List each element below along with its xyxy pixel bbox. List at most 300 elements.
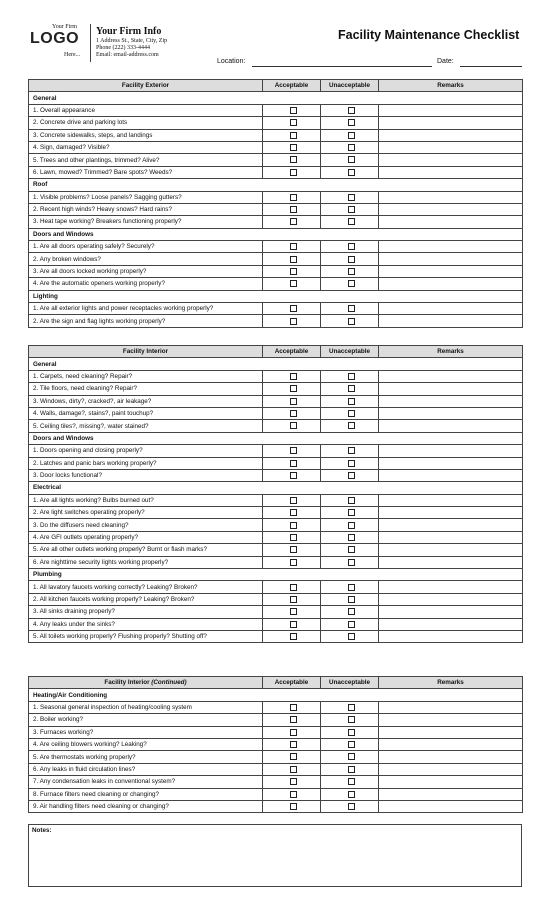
acceptable-cell (263, 751, 321, 763)
checklist-section (28, 676, 523, 813)
remarks-cell[interactable] (379, 494, 523, 506)
acceptable-checkbox[interactable] (290, 243, 297, 250)
acceptable-checkbox[interactable] (290, 373, 297, 380)
acceptable-cell (263, 370, 321, 382)
unacceptable-cell (321, 788, 379, 800)
unacceptable-checkbox[interactable] (348, 509, 355, 516)
checklist-row (29, 278, 523, 290)
remarks-cell[interactable] (379, 726, 523, 738)
unacceptable-checkbox[interactable] (348, 766, 355, 773)
acceptable-cell (263, 253, 321, 265)
checklist-item-label: 3. Concrete sidewalks, steps, and landings (29, 129, 263, 141)
checklist-row (29, 788, 523, 800)
remarks-cell[interactable] (379, 531, 523, 543)
remarks-cell[interactable] (379, 407, 523, 419)
acceptable-checkbox[interactable] (290, 704, 297, 711)
unacceptable-checkbox[interactable] (348, 169, 355, 176)
checklist-row (29, 383, 523, 395)
checklist-item-label: 3. All sinks draining properly? (29, 606, 263, 618)
remarks-cell[interactable] (379, 154, 523, 166)
date-field[interactable] (460, 66, 522, 67)
acceptable-cell (263, 507, 321, 519)
remarks-cell[interactable] (379, 714, 523, 726)
document-title: Facility Maintenance Checklist (338, 28, 520, 42)
acceptable-cell (263, 519, 321, 531)
unacceptable-cell (321, 469, 379, 481)
unacceptable-cell (321, 278, 379, 290)
unacceptable-cell (321, 315, 379, 327)
checklist-item-label: 4. Walls, damage?, stains?, paint touchup? (29, 407, 263, 419)
unacceptable-cell (321, 191, 379, 203)
checklist-item-label: 2. Recent high winds? Heavy snows? Hard rains? (29, 203, 263, 215)
checklist-item-label: 1. Visible problems? Loose panels? Sagging gutters? (29, 191, 263, 203)
acceptable-checkbox[interactable] (290, 206, 297, 213)
acceptable-checkbox[interactable] (290, 144, 297, 151)
checklist-row (29, 315, 523, 327)
remarks-cell[interactable] (379, 738, 523, 750)
checklist-row (29, 265, 523, 277)
checklist-row (29, 701, 523, 713)
remarks-cell[interactable] (379, 395, 523, 407)
acceptable-checkbox[interactable] (290, 621, 297, 628)
acceptable-cell (263, 166, 321, 178)
unacceptable-cell (321, 141, 379, 153)
checklist-item-label: 4. Are ceiling blowers working? Leaking? (29, 738, 263, 750)
acceptable-cell (263, 494, 321, 506)
unacceptable-checkbox[interactable] (348, 778, 355, 785)
unacceptable-checkbox[interactable] (348, 206, 355, 213)
acceptable-cell (263, 618, 321, 630)
group-label: Plumbing (29, 569, 523, 581)
group-row (29, 569, 523, 581)
acceptable-checkbox[interactable] (290, 472, 297, 479)
acceptable-cell (263, 800, 321, 812)
group-row (29, 689, 523, 701)
unacceptable-cell (321, 445, 379, 457)
acceptable-checkbox[interactable] (290, 608, 297, 615)
checklist-item-label: 9. Air handling filters need cleaning or changing? (29, 800, 263, 812)
acceptable-checkbox[interactable] (290, 522, 297, 529)
checklist-item-label: 4. Are GFI outlets operating properly? (29, 531, 263, 543)
acceptable-cell (263, 593, 321, 605)
unacceptable-cell (321, 494, 379, 506)
unacceptable-cell (321, 544, 379, 556)
firm-logo (30, 24, 88, 60)
unacceptable-cell (321, 407, 379, 419)
checklist-row (29, 606, 523, 618)
date-label: Date: (437, 58, 454, 65)
notes-box[interactable] (28, 824, 522, 887)
remarks-cell[interactable] (379, 581, 523, 593)
checklist-item-label: 3. Are all doors locked working properly? (29, 265, 263, 277)
unacceptable-checkbox[interactable] (348, 460, 355, 467)
acceptable-checkbox[interactable] (290, 584, 297, 591)
unacceptable-checkbox[interactable] (348, 497, 355, 504)
acceptable-checkbox[interactable] (290, 509, 297, 516)
unacceptable-checkbox[interactable] (348, 559, 355, 566)
acceptable-checkbox[interactable] (290, 398, 297, 405)
unacceptable-cell (321, 265, 379, 277)
unacceptable-checkbox[interactable] (348, 716, 355, 723)
remarks-cell[interactable] (379, 556, 523, 568)
section-header-row (29, 80, 523, 92)
acceptable-checkbox[interactable] (290, 766, 297, 773)
remarks-cell[interactable] (379, 507, 523, 519)
column-header-remarks: Remarks (379, 346, 523, 358)
unacceptable-checkbox[interactable] (348, 704, 355, 711)
location-field[interactable] (252, 66, 432, 67)
checklist-row (29, 407, 523, 419)
acceptable-checkbox[interactable] (290, 741, 297, 748)
group-row (29, 432, 523, 444)
unacceptable-checkbox[interactable] (348, 803, 355, 810)
acceptable-checkbox[interactable] (290, 280, 297, 287)
remarks-cell[interactable] (379, 593, 523, 605)
acceptable-checkbox[interactable] (290, 218, 297, 225)
remarks-cell[interactable] (379, 191, 523, 203)
firm-name: Your Firm Info (96, 26, 162, 37)
acceptable-cell (263, 395, 321, 407)
acceptable-cell (263, 469, 321, 481)
checklist-item-label: 7. Any condensation leaks in conventional system? (29, 776, 263, 788)
unacceptable-cell (321, 370, 379, 382)
group-row (29, 92, 523, 104)
remarks-cell[interactable] (379, 117, 523, 129)
logo-word: LOGO (30, 30, 80, 47)
remarks-cell[interactable] (379, 618, 523, 630)
checklist-row (29, 776, 523, 788)
group-row (29, 179, 523, 191)
acceptable-checkbox[interactable] (290, 546, 297, 553)
group-label: Heating/Air Conditioning (29, 689, 523, 701)
checklist-row (29, 104, 523, 116)
unacceptable-checkbox[interactable] (348, 633, 355, 640)
remarks-cell[interactable] (379, 751, 523, 763)
unacceptable-cell (321, 383, 379, 395)
acceptable-checkbox[interactable] (290, 318, 297, 325)
section-title-text: Facility Interior (104, 679, 150, 687)
group-label: Electrical (29, 482, 523, 494)
checklist-item-label: 1. Seasonal general inspection of heating/cooling system (29, 701, 263, 713)
unacceptable-cell (321, 216, 379, 228)
acceptable-checkbox[interactable] (290, 169, 297, 176)
group-label: Lighting (29, 290, 523, 302)
group-row (29, 358, 523, 370)
column-header-acceptable: Acceptable (263, 80, 321, 92)
checklist-item-label: 5. Ceiling tiles?, missing?, water stained? (29, 420, 263, 432)
checklist-item-label: 2. Boiler working? (29, 714, 263, 726)
acceptable-checkbox[interactable] (290, 497, 297, 504)
checklist-item-label: 1. Are all exterior lights and power receptacles working properly? (29, 303, 263, 315)
checklist-row (29, 457, 523, 469)
unacceptable-checkbox[interactable] (348, 119, 355, 126)
group-row (29, 228, 523, 240)
unacceptable-checkbox[interactable] (348, 280, 355, 287)
unacceptable-checkbox[interactable] (348, 522, 355, 529)
remarks-cell[interactable] (379, 265, 523, 277)
acceptable-cell (263, 129, 321, 141)
checklist-item-label: 6. Any leaks in fluid circulation lines? (29, 763, 263, 775)
acceptable-cell (263, 531, 321, 543)
checklist-row (29, 117, 523, 129)
firm-address: 1 Address St., State, City, Zip (96, 38, 168, 44)
remarks-cell[interactable] (379, 519, 523, 531)
checklist-row (29, 241, 523, 253)
unacceptable-checkbox[interactable] (348, 422, 355, 429)
logo-bottom-text: Here... (64, 52, 81, 58)
unacceptable-checkbox[interactable] (348, 243, 355, 250)
remarks-cell[interactable] (379, 457, 523, 469)
unacceptable-cell (321, 519, 379, 531)
remarks-cell[interactable] (379, 303, 523, 315)
acceptable-cell (263, 457, 321, 469)
unacceptable-checkbox[interactable] (348, 546, 355, 553)
unacceptable-cell (321, 303, 379, 315)
acceptable-cell (263, 581, 321, 593)
header-divider (90, 24, 91, 62)
acceptable-checkbox[interactable] (290, 729, 297, 736)
checklist-item-label: 3. Door locks functional? (29, 469, 263, 481)
acceptable-cell (263, 141, 321, 153)
acceptable-cell (263, 407, 321, 419)
remarks-cell[interactable] (379, 129, 523, 141)
checklist-item-label: 5. Are all other outlets working properly? Burnt or flash marks? (29, 544, 263, 556)
unacceptable-checkbox[interactable] (348, 385, 355, 392)
group-label: Roof (29, 179, 523, 191)
checklist-row (29, 581, 523, 593)
unacceptable-cell (321, 166, 379, 178)
unacceptable-checkbox[interactable] (348, 132, 355, 139)
checklist-row (29, 738, 523, 750)
acceptable-checkbox[interactable] (290, 256, 297, 263)
unacceptable-cell (321, 738, 379, 750)
unacceptable-checkbox[interactable] (348, 144, 355, 151)
unacceptable-cell (321, 531, 379, 543)
checklist-item-label: 2. Tile floors, need cleaning? Repair? (29, 383, 263, 395)
unacceptable-checkbox[interactable] (348, 753, 355, 760)
unacceptable-checkbox[interactable] (348, 410, 355, 417)
checklist-row (29, 253, 523, 265)
firm-phone: Phone (222) 333-4444 (96, 45, 150, 52)
column-header-remarks: Remarks (379, 80, 523, 92)
unacceptable-checkbox[interactable] (348, 741, 355, 748)
group-row (29, 482, 523, 494)
remarks-cell[interactable] (379, 469, 523, 481)
checklist-item-label: 5. Are thermostats working properly? (29, 751, 263, 763)
section-title-text: Facility Exterior (121, 82, 170, 90)
remarks-cell[interactable] (379, 445, 523, 457)
acceptable-cell (263, 738, 321, 750)
remarks-cell[interactable] (379, 788, 523, 800)
checklist-item-label: 5. All toilets working properly? Flushing properly? Shutting off? (29, 630, 263, 642)
acceptable-checkbox[interactable] (290, 791, 297, 798)
unacceptable-checkbox[interactable] (348, 791, 355, 798)
remarks-cell[interactable] (379, 701, 523, 713)
checklist-row (29, 494, 523, 506)
acceptable-cell (263, 788, 321, 800)
unacceptable-cell (321, 253, 379, 265)
checklist-row (29, 544, 523, 556)
unacceptable-checkbox[interactable] (348, 305, 355, 312)
firm-email: Email: email-address.com (96, 52, 159, 59)
checklist-item-label: 5. Trees and other plantings, trimmed? Alive? (29, 154, 263, 166)
remarks-cell[interactable] (379, 544, 523, 556)
column-header-unacceptable: Unacceptable (321, 80, 379, 92)
acceptable-cell (263, 203, 321, 215)
checklist-item-label: 1. All lavatory faucets working correctly? Leaking? Broken? (29, 581, 263, 593)
acceptable-checkbox[interactable] (290, 534, 297, 541)
acceptable-cell (263, 445, 321, 457)
checklist-item-label: 4. Are the automatic openers working properly? (29, 278, 263, 290)
acceptable-cell (263, 265, 321, 277)
acceptable-cell (263, 544, 321, 556)
remarks-cell[interactable] (379, 141, 523, 153)
checklist-row (29, 763, 523, 775)
checklist-row (29, 166, 523, 178)
acceptable-checkbox[interactable] (290, 460, 297, 467)
acceptable-checkbox[interactable] (290, 132, 297, 139)
logo-top-text: Your Firm (52, 24, 77, 30)
remarks-cell[interactable] (379, 253, 523, 265)
section-title (29, 677, 263, 689)
checklist-item-label: 1. Carpets, need cleaning? Repair? (29, 370, 263, 382)
unacceptable-checkbox[interactable] (348, 373, 355, 380)
checklist-row (29, 370, 523, 382)
group-label: Doors and Windows (29, 228, 523, 240)
acceptable-cell (263, 606, 321, 618)
checklist-row (29, 154, 523, 166)
acceptable-cell (263, 383, 321, 395)
acceptable-checkbox[interactable] (290, 410, 297, 417)
remarks-cell[interactable] (379, 241, 523, 253)
checklist-item-label: 2. Concrete drive and parking lots (29, 117, 263, 129)
unacceptable-cell (321, 507, 379, 519)
checklist-row (29, 726, 523, 738)
acceptable-checkbox[interactable] (290, 305, 297, 312)
acceptable-checkbox[interactable] (290, 803, 297, 810)
remarks-cell[interactable] (379, 166, 523, 178)
acceptable-cell (263, 726, 321, 738)
unacceptable-checkbox[interactable] (348, 268, 355, 275)
unacceptable-cell (321, 776, 379, 788)
checklist-row (29, 191, 523, 203)
unacceptable-checkbox[interactable] (348, 729, 355, 736)
acceptable-checkbox[interactable] (290, 778, 297, 785)
remarks-cell[interactable] (379, 315, 523, 327)
checklist-row (29, 216, 523, 228)
remarks-cell[interactable] (379, 383, 523, 395)
checklist-item-label: 4. Sign, damaged? Visible? (29, 141, 263, 153)
checklist-item-label: 2. Any broken windows? (29, 253, 263, 265)
unacceptable-checkbox[interactable] (348, 608, 355, 615)
column-header-acceptable: Acceptable (263, 346, 321, 358)
acceptable-checkbox[interactable] (290, 753, 297, 760)
unacceptable-checkbox[interactable] (348, 472, 355, 479)
acceptable-checkbox[interactable] (290, 119, 297, 126)
acceptable-cell (263, 763, 321, 775)
unacceptable-checkbox[interactable] (348, 107, 355, 114)
unacceptable-checkbox[interactable] (348, 596, 355, 603)
remarks-cell[interactable] (379, 630, 523, 642)
remarks-cell[interactable] (379, 800, 523, 812)
unacceptable-checkbox[interactable] (348, 447, 355, 454)
acceptable-checkbox[interactable] (290, 447, 297, 454)
checklist-section (28, 79, 523, 328)
acceptable-checkbox[interactable] (290, 385, 297, 392)
group-label: General (29, 358, 523, 370)
column-header-remarks: Remarks (379, 677, 523, 689)
acceptable-checkbox[interactable] (290, 422, 297, 429)
checklist-row (29, 751, 523, 763)
checklist-item-label: 2. All kitchen faucets working properly? Leaking? Broken? (29, 593, 263, 605)
acceptable-checkbox[interactable] (290, 596, 297, 603)
unacceptable-cell (321, 726, 379, 738)
acceptable-cell (263, 278, 321, 290)
checklist-item-label: 8. Furnace filters need cleaning or changing? (29, 788, 263, 800)
remarks-cell[interactable] (379, 370, 523, 382)
acceptable-cell (263, 556, 321, 568)
acceptable-checkbox[interactable] (290, 156, 297, 163)
unacceptable-checkbox[interactable] (348, 398, 355, 405)
unacceptable-checkbox[interactable] (348, 218, 355, 225)
unacceptable-checkbox[interactable] (348, 194, 355, 201)
acceptable-checkbox[interactable] (290, 716, 297, 723)
remarks-cell[interactable] (379, 216, 523, 228)
unacceptable-cell (321, 581, 379, 593)
unacceptable-checkbox[interactable] (348, 534, 355, 541)
acceptable-checkbox[interactable] (290, 268, 297, 275)
checklist-row (29, 556, 523, 568)
checklist-row (29, 531, 523, 543)
unacceptable-checkbox[interactable] (348, 584, 355, 591)
acceptable-checkbox[interactable] (290, 107, 297, 114)
unacceptable-cell (321, 800, 379, 812)
checklist-row (29, 469, 523, 481)
checklist-item-label: 1. Doors opening and closing properly? (29, 445, 263, 457)
acceptable-cell (263, 315, 321, 327)
notes-label: Notes: (32, 827, 52, 834)
remarks-cell[interactable] (379, 776, 523, 788)
unacceptable-checkbox[interactable] (348, 156, 355, 163)
checklist-item-label: 2. Are light switches operating properly? (29, 507, 263, 519)
checklist-row (29, 618, 523, 630)
unacceptable-cell (321, 606, 379, 618)
remarks-cell[interactable] (379, 203, 523, 215)
remarks-cell[interactable] (379, 763, 523, 775)
unacceptable-checkbox[interactable] (348, 256, 355, 263)
acceptable-cell (263, 117, 321, 129)
unacceptable-cell (321, 556, 379, 568)
unacceptable-cell (321, 714, 379, 726)
unacceptable-checkbox[interactable] (348, 621, 355, 628)
unacceptable-checkbox[interactable] (348, 318, 355, 325)
section-title-suffix: (Continued) (151, 679, 187, 687)
unacceptable-cell (321, 129, 379, 141)
unacceptable-cell (321, 457, 379, 469)
acceptable-checkbox[interactable] (290, 559, 297, 566)
acceptable-checkbox[interactable] (290, 633, 297, 640)
group-label: Doors and Windows (29, 432, 523, 444)
remarks-cell[interactable] (379, 104, 523, 116)
remarks-cell[interactable] (379, 420, 523, 432)
acceptable-checkbox[interactable] (290, 194, 297, 201)
unacceptable-cell (321, 241, 379, 253)
unacceptable-cell (321, 420, 379, 432)
checklist-item-label: 6. Lawn, mowed? Trimmed? Bare spots? Weeds? (29, 166, 263, 178)
checklist-item-label: 3. Furnaces working? (29, 726, 263, 738)
remarks-cell[interactable] (379, 278, 523, 290)
remarks-cell[interactable] (379, 606, 523, 618)
